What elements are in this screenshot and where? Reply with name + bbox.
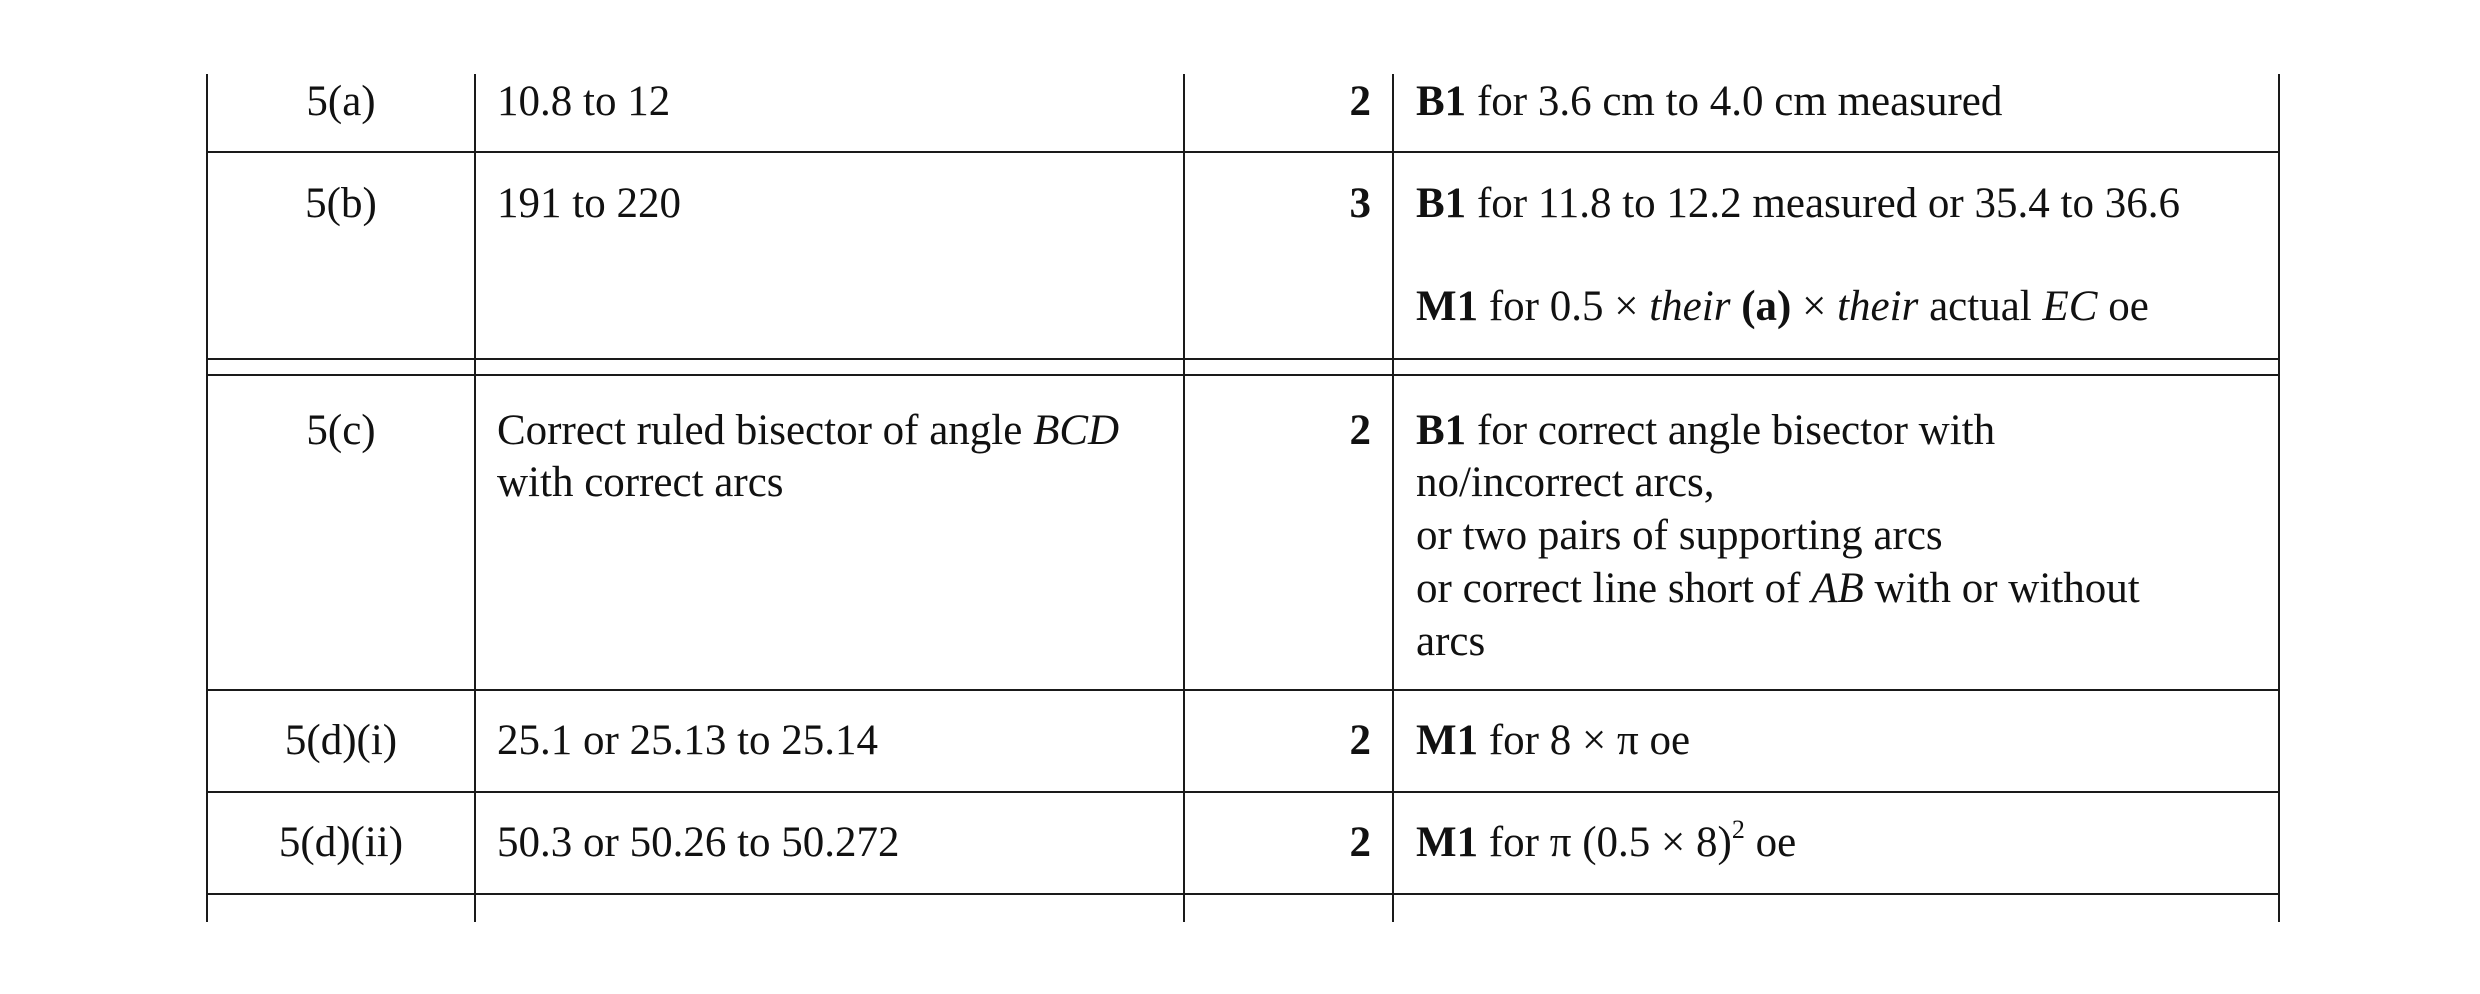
marks-value: 2 (1349, 717, 1371, 764)
guidance-text: for 8 × π oe (1478, 717, 1691, 764)
guidance-text: oe (1744, 819, 1797, 866)
table-divider-question-answer (474, 74, 476, 922)
table-border-right (2278, 74, 2280, 922)
guidance-variable: EC (2042, 283, 2098, 330)
mark-code: M1 (1416, 717, 1479, 764)
guidance-emphasis: their (1649, 283, 1731, 330)
row-divider (206, 358, 2280, 360)
guidance-text: for 3.6 cm to 4.0 cm measured (1466, 78, 2003, 125)
guidance-text: for π (0.5 × 8) (1478, 819, 1732, 866)
table-divider-answer-marks (1183, 74, 1185, 922)
guidance-text: actual (1918, 283, 2043, 330)
answer-text-part: Correct ruled bisector of angle (497, 407, 1034, 454)
question-number: 5(d)(ii) (278, 819, 404, 866)
question-number: 5(b) (305, 180, 377, 227)
marks-value: 3 (1349, 180, 1371, 227)
row-divider (206, 893, 2280, 895)
question-number: 5(d)(i) (284, 717, 398, 764)
row-divider (206, 689, 2280, 691)
row-divider (206, 374, 2280, 376)
question-number: 5(a) (306, 78, 376, 125)
answer-text: 10.8 to 12 (497, 78, 671, 125)
guidance-line (1416, 404, 1995, 457)
exponent: 2 (1731, 815, 1745, 844)
guidance-text: with or without (1863, 565, 2140, 612)
guidance-line (1416, 714, 1690, 767)
guidance-line (1416, 816, 1796, 869)
marks-value: 2 (1349, 819, 1371, 866)
guidance-part-reference: (a) (1730, 283, 1792, 330)
guidance-emphasis: their (1837, 283, 1919, 330)
guidance-variable: AB (1811, 565, 1864, 612)
guidance-text: for correct angle bisector with (1466, 407, 1996, 454)
mark-code: M1 (1416, 819, 1479, 866)
mark-code: B1 (1416, 180, 1467, 227)
guidance-text: for 0.5 × (1478, 283, 1650, 330)
guidance-line (1416, 280, 2149, 333)
table-divider-marks-guidance (1392, 74, 1394, 922)
guidance-line: no/incorrect arcs, (1416, 459, 1715, 506)
answer-text: 50.3 or 50.26 to 50.272 (497, 819, 900, 866)
guidance-line: arcs (1416, 618, 1486, 665)
guidance-line (1416, 562, 2140, 615)
guidance-text: × (1791, 283, 1838, 330)
answer-text: 25.1 or 25.13 to 25.14 (497, 717, 879, 764)
guidance-line: or two pairs of supporting arcs (1416, 512, 1943, 559)
guidance-line (1416, 177, 2180, 230)
guidance-text: oe (2097, 283, 2149, 330)
guidance-text: or correct line short of (1416, 565, 1812, 612)
answer-variable: BCD (1033, 407, 1120, 454)
marks-value: 2 (1349, 78, 1371, 125)
mark-code: B1 (1416, 407, 1467, 454)
mark-code: M1 (1416, 283, 1479, 330)
row-divider (206, 151, 2280, 153)
answer-text (497, 404, 1119, 457)
answer-text: with correct arcs (497, 459, 784, 506)
answer-text: 191 to 220 (497, 180, 681, 227)
mark-code: B1 (1416, 78, 1467, 125)
marks-value: 2 (1349, 407, 1371, 454)
row-divider (206, 791, 2280, 793)
question-number: 5(c) (306, 407, 376, 454)
guidance-text: for 11.8 to 12.2 measured or 35.4 to 36.6 (1466, 180, 2180, 227)
guidance-line (1416, 75, 2002, 128)
